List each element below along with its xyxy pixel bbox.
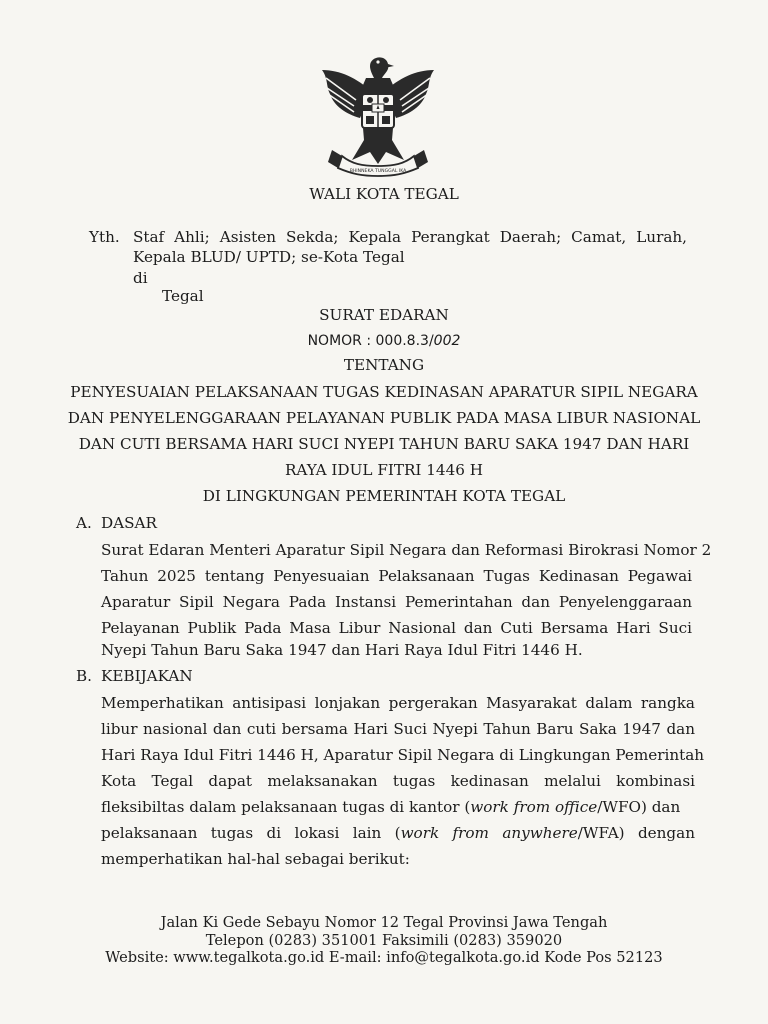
section-a-title: DASAR (101, 514, 157, 532)
letter-number-handwritten: 002 (433, 333, 461, 349)
section-a-line-2: Tahun 2025 tentang Penyesuaian Pelaksanaan Tugas Kedinasan Pegawai (101, 567, 692, 585)
section-b-line-6 (101, 824, 695, 842)
section-a-line-1: Surat Edaran Menteri Aparatur Sipil Negara dan Reformasi Birokrasi Nomor 2 (101, 541, 712, 559)
garuda-emblem-icon (312, 48, 444, 178)
section-b-line-6-italic: work from anywhere (400, 824, 578, 842)
emblem-motto: BHINNEKA TUNGGAL IKA (349, 169, 407, 174)
letter-number (0, 331, 768, 349)
letter-number-prefix: NOMOR : 000.8.3/ (307, 333, 434, 349)
section-b-title: KEBIJAKAN (101, 667, 193, 685)
letter-about: TENTANG (343, 356, 425, 374)
letter-type: SURAT EDARAN (319, 306, 449, 324)
section-b-line-6-a: pelaksanaan tugas di lokasi lain ( (101, 824, 401, 842)
section-b-line-3: Hari Raya Idul Fitri 1446 H, Aparatur Sipil Negara di Lingkungan Pemerintah (101, 746, 705, 764)
subject-line-5: DI LINGKUNGAN PEMERINTAH KOTA TEGAL (202, 487, 566, 505)
section-b-line-5-italic: work from office (470, 798, 598, 816)
section-b-line-2: libur nasional dan cuti bersama Hari Suci Nyepi Tahun Baru Saka 1947 dan (101, 720, 695, 738)
section-a-line-5: Nyepi Tahun Baru Saka 1947 dan Hari Raya Idul Fitri 1446 H. (101, 641, 583, 659)
section-b-line-5-text (101, 798, 680, 816)
subject-line-4: RAYA IDUL FITRI 1446 H (285, 461, 483, 479)
section-b-line-5-a: fleksibiltas dalam pelaksanaan tugas di kantor ( (101, 798, 471, 816)
section-a-letter: A. (76, 514, 92, 532)
footer-contact: Website: www.tegalkota.go.id E-mail: info@tegalkota.go.id Kode Pos 52123 (105, 949, 663, 966)
section-b-letter: B. (76, 667, 92, 685)
addressee-line-4: Tegal (162, 287, 204, 305)
subject-line-1: PENYESUAIAN PELAKSANAAN TUGAS KEDINASAN APARATUR SIPIL NEGARA (70, 383, 698, 401)
section-a-line-3: Aparatur Sipil Negara Pada Instansi Pemerintahan dan Penyelenggaraan (101, 593, 692, 611)
footer-address: Jalan Ki Gede Sebayu Nomor 12 Tegal Provinsi Jawa Tengah (160, 914, 608, 931)
issuer-title: WALI KOTA TEGAL (309, 185, 459, 203)
addressee-line-3: di (133, 269, 148, 287)
section-b-line-7: memperhatikan hal-hal sebagai berikut: (101, 850, 410, 868)
section-b-line-5-b: /WFO) dan (597, 798, 681, 816)
addressee-line-2: Kepala BLUD/ UPTD; se-Kota Tegal (133, 248, 405, 266)
yth-label: Yth. (89, 228, 120, 246)
section-b-line-1: Memperhatikan antisipasi lonjakan pergerakan Masyarakat dalam rangka (101, 694, 695, 712)
addressee-line-1: Staf Ahli; Asisten Sekda; Kepala Perangkat Daerah; Camat, Lurah, (133, 228, 687, 246)
section-b-line-5 (101, 798, 695, 816)
section-b-line-4: Kota Tegal dapat melaksanakan tugas kedinasan melalui kombinasi (101, 772, 695, 790)
section-a-line-4: Pelayanan Publik Pada Masa Libur Nasional dan Cuti Bersama Hari Suci (101, 619, 692, 637)
footer-phone: Telepon (0283) 351001 Faksimili (0283) 359020 (205, 932, 563, 949)
subject-line-2: DAN PENYELENGGARAAN PELAYANAN PUBLIK PADA MASA LIBUR NASIONAL (67, 409, 701, 427)
section-b-line-6-b: /WFA) dengan (577, 824, 695, 842)
subject-line-3: DAN CUTI BERSAMA HARI SUCI NYEPI TAHUN BARU SAKA 1947 DAN HARI (78, 435, 690, 453)
